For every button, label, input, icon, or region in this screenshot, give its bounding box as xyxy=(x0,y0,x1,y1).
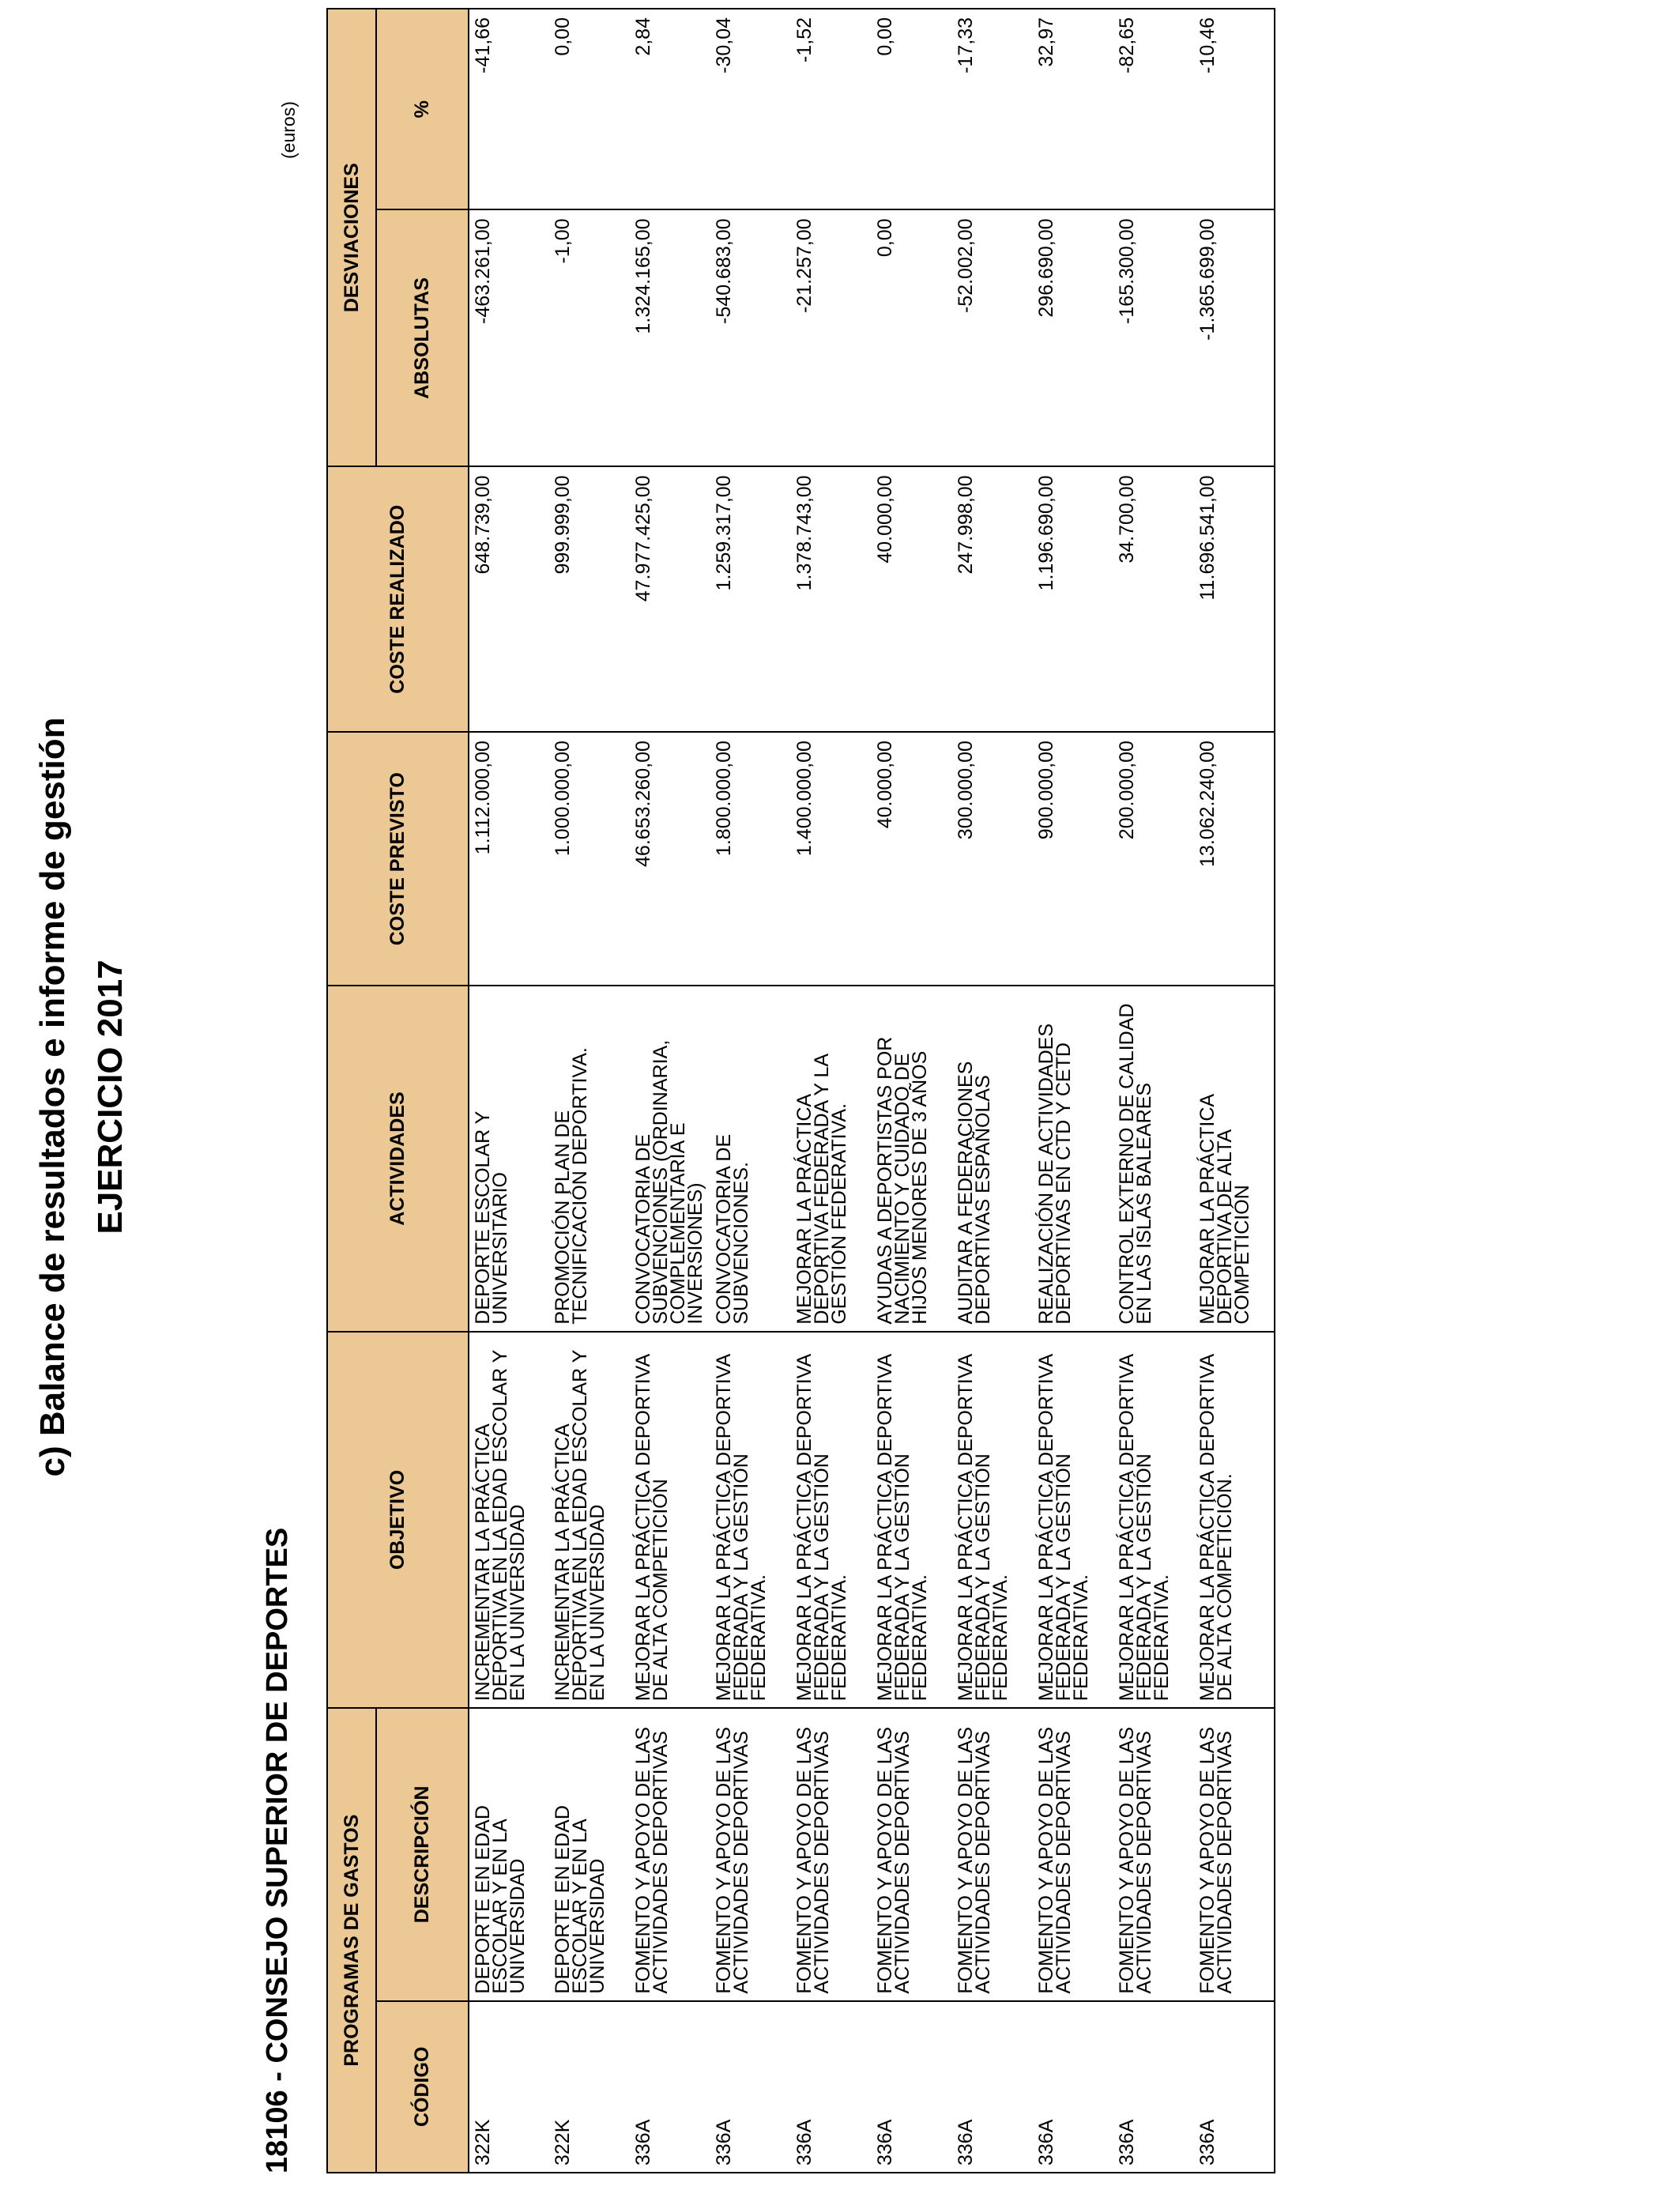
results-table xyxy=(326,8,1275,2173)
page-title: c) Balance de resultados e informe de gestión xyxy=(33,717,72,1477)
header-programas-gastos: PROGRAMAS DE GASTOS xyxy=(327,1708,376,2173)
cell-objetivo: MEJORAR LA PRÁCTICA DEPORTIVA FEDERADA Y LA GESTIÓN FEDERATIVA. xyxy=(710,1332,791,1709)
cell-coste-previsto: 1.400.000,00 xyxy=(791,732,872,986)
units-label: (euros) xyxy=(278,101,299,159)
cell-porcentaje: 32,97 xyxy=(1033,9,1113,209)
table-row xyxy=(791,9,872,2173)
cell-coste-realizado: 648.739,00 xyxy=(469,466,549,732)
cell-coste-previsto: 1.000.000,00 xyxy=(549,732,630,986)
header-porcentaje: % xyxy=(376,9,469,209)
cell-coste-previsto: 900.000,00 xyxy=(1033,732,1113,986)
cell-absolutas: 0,00 xyxy=(872,209,952,466)
header-coste-previsto: COSTE PREVISTO xyxy=(327,732,469,986)
cell-actividades: MEJORAR LA PRÁCTICA DEPORTIVA DE ALTA COMPETICIÓN xyxy=(1194,986,1275,1331)
cell-actividades: CONVOCATORIA DE SUBVENCIONES. xyxy=(710,986,791,1331)
header-absolutas: ABSOLUTAS xyxy=(376,209,469,466)
cell-absolutas: -463.261,00 xyxy=(469,209,549,466)
cell-absolutas: -165.300,00 xyxy=(1113,209,1194,466)
table-row xyxy=(952,9,1033,2173)
table-row xyxy=(1033,9,1113,2173)
cell-codigo: 336A xyxy=(791,2001,872,2173)
cell-porcentaje: 2,84 xyxy=(630,9,710,209)
cell-actividades: CONTROL EXTERNO DE CALIDAD EN LAS ISLAS BALEARES xyxy=(1113,986,1194,1331)
header-objetivo: OBJETIVO xyxy=(327,1332,469,1709)
cell-codigo: 336A xyxy=(1033,2001,1113,2173)
table-row xyxy=(872,9,952,2173)
cell-descripcion: FOMENTO Y APOYO DE LAS ACTIVIDADES DEPORTIVAS xyxy=(791,1708,872,2000)
cell-actividades: AUDITAR A FEDERACIONES DEPORTIVAS ESPAÑOLAS xyxy=(952,986,1033,1331)
header-desviaciones: DESVIACIONES xyxy=(327,9,376,466)
cell-coste-realizado: 1.259.317,00 xyxy=(710,466,791,732)
cell-coste-realizado: 40.000,00 xyxy=(872,466,952,732)
cell-descripcion: FOMENTO Y APOYO DE LAS ACTIVIDADES DEPORTIVAS xyxy=(630,1708,710,2000)
table-row xyxy=(469,9,549,2173)
cell-objetivo: MEJORAR LA PRÁCTICA DEPORTIVA FEDERADA Y LA GESTIÓN FEDERATIVA. xyxy=(791,1332,872,1709)
cell-actividades: AYUDAS A DEPORTISTAS POR NACIMIENTO Y CUIDADO DE HIJOS MENORES DE 3 AÑOS xyxy=(872,986,952,1331)
cell-porcentaje: -10,46 xyxy=(1194,9,1275,209)
cell-actividades: CONVOCATORIA DE SUBVENCIONES (ORDINARIA, COMPLEMENTARIA E INVERSIONES) xyxy=(630,986,710,1331)
cell-coste-realizado: 999.999,00 xyxy=(549,466,630,732)
table-row xyxy=(549,9,630,2173)
cell-coste-previsto: 300.000,00 xyxy=(952,732,1033,986)
cell-porcentaje: -41,66 xyxy=(469,9,549,209)
cell-coste-realizado: 1.196.690,00 xyxy=(1033,466,1113,732)
cell-descripcion: FOMENTO Y APOYO DE LAS ACTIVIDADES DEPORTIVAS xyxy=(710,1708,791,2000)
cell-descripcion: DEPORTE EN EDAD ESCOLAR Y EN LA UNIVERSIDAD xyxy=(469,1708,549,2000)
cell-actividades: MEJORAR LA PRÁCTICA DEPORTIVA FEDERADA Y LA GESTIÓN FEDERATIVA. xyxy=(791,986,872,1331)
cell-codigo: 336A xyxy=(1113,2001,1194,2173)
cell-coste-realizado: 47.977.425,00 xyxy=(630,466,710,732)
cell-actividades: DEPORTE ESCOLAR Y UNIVERSITARIO xyxy=(469,986,549,1331)
header-descripcion: DESCRIPCIÓN xyxy=(376,1708,469,2000)
cell-actividades: REALIZACIÓN DE ACTIVIDADES DEPORTIVAS EN CTD Y CETD xyxy=(1033,986,1113,1331)
cell-coste-previsto: 46.653.260,00 xyxy=(630,732,710,986)
cell-objetivo: INCREMENTAR LA PRÁCTICA DEPORTIVA EN LA EDAD ESCOLAR Y EN LA UNIVERSIDAD xyxy=(549,1332,630,1709)
cell-descripcion: FOMENTO Y APOYO DE LAS ACTIVIDADES DEPORTIVAS xyxy=(952,1708,1033,2000)
table-row xyxy=(710,9,791,2173)
cell-coste-previsto: 1.800.000,00 xyxy=(710,732,791,986)
table-row xyxy=(630,9,710,2173)
cell-absolutas: 296.690,00 xyxy=(1033,209,1113,466)
cell-absolutas: -1,00 xyxy=(549,209,630,466)
cell-descripcion: FOMENTO Y APOYO DE LAS ACTIVIDADES DEPORTIVAS xyxy=(1194,1708,1275,2000)
cell-objetivo: MEJORAR LA PRÁCTICA DEPORTIVA DE ALTA COMPETICIÓN. xyxy=(1194,1332,1275,1709)
table-row xyxy=(1113,9,1194,2173)
cell-coste-realizado: 1.378.743,00 xyxy=(791,466,872,732)
cell-coste-previsto: 1.112.000,00 xyxy=(469,732,549,986)
cell-codigo: 322K xyxy=(469,2001,549,2173)
cell-coste-previsto: 200.000,00 xyxy=(1113,732,1194,986)
cell-porcentaje: -1,52 xyxy=(791,9,872,209)
cell-actividades: PROMOCIÓN PLAN DE TECNIFICACIÓN DEPORTIVA. xyxy=(549,986,630,1331)
cell-objetivo: INCREMENTAR LA PRÁCTICA DEPORTIVA EN LA EDAD ESCOLAR Y EN LA UNIVERSIDAD xyxy=(469,1332,549,1709)
cell-descripcion: DEPORTE EN EDAD ESCOLAR Y EN LA UNIVERSIDAD xyxy=(549,1708,630,2000)
cell-descripcion: FOMENTO Y APOYO DE LAS ACTIVIDADES DEPORTIVAS xyxy=(872,1708,952,2000)
cell-objetivo: MEJORAR LA PRÁCTICA DEPORTIVA FEDERADA Y LA GESTIÓN FEDERATIVA. xyxy=(872,1332,952,1709)
cell-objetivo: MEJORAR LA PRÁCTICA DEPORTIVA FEDERADA Y LA GESTIÓN FEDERATIVA. xyxy=(952,1332,1033,1709)
cell-codigo: 322K xyxy=(549,2001,630,2173)
cell-codigo: 336A xyxy=(1194,2001,1275,2173)
cell-coste-previsto: 13.062.240,00 xyxy=(1194,732,1275,986)
cell-porcentaje: -30,04 xyxy=(710,9,791,209)
table-row xyxy=(1194,9,1275,2173)
cell-objetivo: MEJORAR LA PRÁCTICA DEPORTIVA FEDERADA Y LA GESTIÓN FEDERATIVA. xyxy=(1033,1332,1113,1709)
cell-absolutas: -52.002,00 xyxy=(952,209,1033,466)
header-codigo: CÓDIGO xyxy=(376,2001,469,2173)
cell-objetivo: MEJORAR LA PRÁCTICA DEPORTIVA DE ALTA COMPETICIÓN xyxy=(630,1332,710,1709)
cell-porcentaje: -17,33 xyxy=(952,9,1033,209)
header-actividades: ACTIVIDADES xyxy=(327,986,469,1331)
cell-porcentaje: -82,65 xyxy=(1113,9,1194,209)
cell-coste-previsto: 40.000,00 xyxy=(872,732,952,986)
cell-porcentaje: 0,00 xyxy=(549,9,630,209)
page-subtitle: EJERCICIO 2017 xyxy=(91,959,130,1235)
cell-descripcion: FOMENTO Y APOYO DE LAS ACTIVIDADES DEPORTIVAS xyxy=(1113,1708,1194,2000)
cell-descripcion: FOMENTO Y APOYO DE LAS ACTIVIDADES DEPORTIVAS xyxy=(1033,1708,1113,2000)
cell-codigo: 336A xyxy=(952,2001,1033,2173)
cell-absolutas: -21.257,00 xyxy=(791,209,872,466)
cell-coste-realizado: 34.700,00 xyxy=(1113,466,1194,732)
cell-coste-realizado: 11.696.541,00 xyxy=(1194,466,1275,732)
cell-codigo: 336A xyxy=(630,2001,710,2173)
cell-absolutas: -1.365.699,00 xyxy=(1194,209,1275,466)
entity-heading: 18106 - CONSEJO SUPERIOR DE DEPORTES xyxy=(261,1527,294,2173)
cell-porcentaje: 0,00 xyxy=(872,9,952,209)
cell-absolutas: 1.324.165,00 xyxy=(630,209,710,466)
header-coste-realizado: COSTE REALIZADO xyxy=(327,466,469,732)
cell-absolutas: -540.683,00 xyxy=(710,209,791,466)
cell-codigo: 336A xyxy=(710,2001,791,2173)
cell-objetivo: MEJORAR LA PRÁCTICA DEPORTIVA FEDERADA Y LA GESTIÓN FEDERATIVA. xyxy=(1113,1332,1194,1709)
cell-coste-realizado: 247.998,00 xyxy=(952,466,1033,732)
cell-codigo: 336A xyxy=(872,2001,952,2173)
